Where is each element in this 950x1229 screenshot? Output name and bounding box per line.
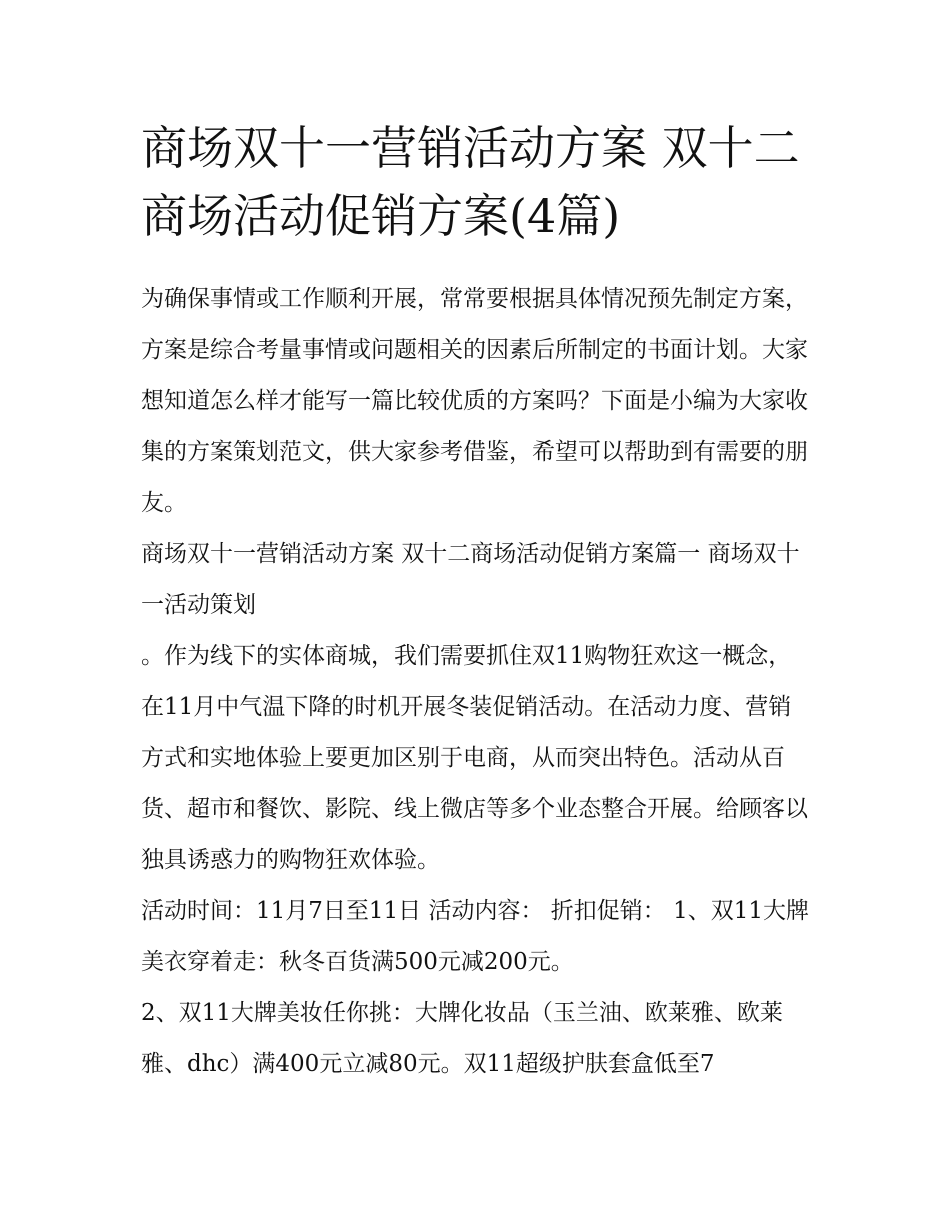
document-title: 商场双十一营销活动方案 双十二商场活动促销方案(4篇) [141,121,800,243]
overview-paragraph: 。作为线下的实体商城，我们需要抓住双11购物狂欢这一概念，在11月中气温下降的时机开展冬装促销活动。在活动力度、营销方式和实地体验上要更加区别于电商，从而突出特色。活动从百货、超市和餐饮、影院、线上微店等多个业态整合开展。给顾客以独具诱惑力的购物狂欢体验。 [141,643,808,873]
section-heading-paragraph: 商场双十一营销活动方案 双十二商场活动促销方案篇一 商场双十一活动策划 [141,541,800,618]
intro-paragraph: 为确保事情或工作顺利开展，常常要根据具体情况预先制定方案，方案是综合考量事情或问题相关的因素后所制定的书面计划。大家想知道怎么样才能写一篇比较优质的方案吗？下面是小编为大家收集的方案策划范文，供大家参考借鉴，希望可以帮助到有需要的朋友。 [141,286,808,516]
cosmetics-promo-paragraph: 2、双11大牌美妆任你挑：大牌化妆品（玉兰油、欧莱雅、欧莱雅、dhc）满400元立减80元。双11超级护肤套盒低至7 [141,1000,783,1077]
document-body [141,114,813,1090]
activity-time-paragraph: 活动时间：11月7日至11日 活动内容： 折扣促销： 1、双11大牌美衣穿着走：秋冬百货满500元减200元。 [141,898,809,975]
